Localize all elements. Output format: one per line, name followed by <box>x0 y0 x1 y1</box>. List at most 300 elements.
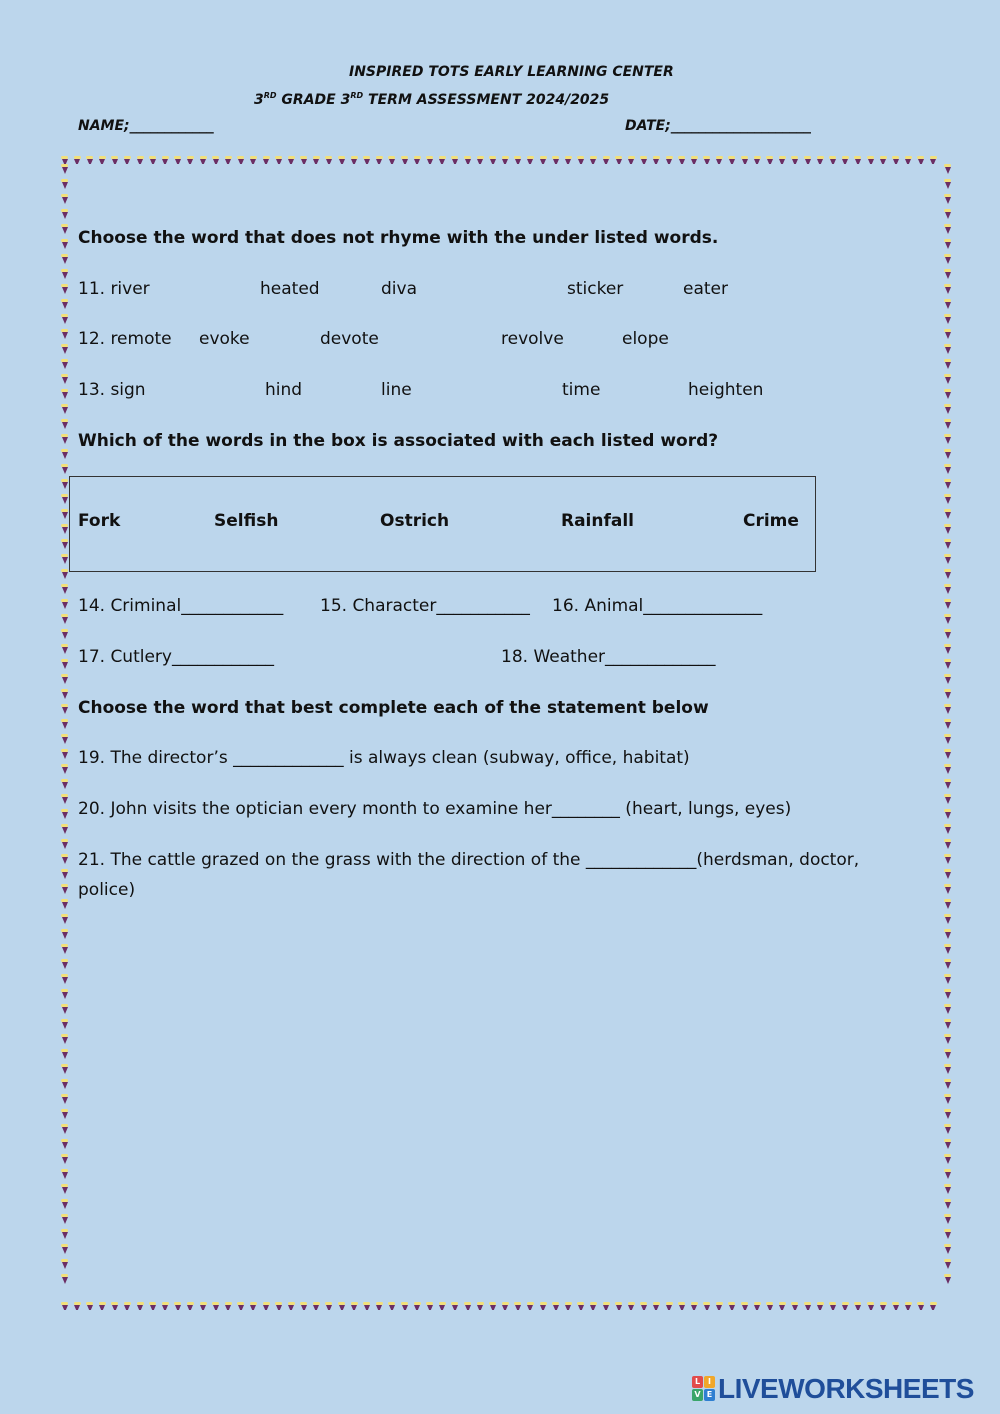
cone-border-icon <box>61 1079 68 1090</box>
cone-border-icon <box>61 156 68 164</box>
cone-border-icon <box>187 156 194 164</box>
cone-border-icon <box>944 1049 951 1060</box>
cone-border-icon <box>300 1302 307 1310</box>
cone-border-icon <box>880 156 887 164</box>
cone-border-icon <box>137 1302 144 1310</box>
cone-border-icon <box>61 869 68 880</box>
cone-border-icon <box>61 644 68 655</box>
cone-border-icon <box>200 1302 207 1310</box>
cone-border-icon <box>944 1169 951 1180</box>
cone-border-icon <box>944 344 951 355</box>
cone-border-icon <box>754 156 761 164</box>
cone-border-icon <box>691 156 698 164</box>
cone-border-icon <box>439 156 446 164</box>
cone-border-icon <box>779 1302 786 1310</box>
cone-border-icon <box>930 156 937 164</box>
cone-border-icon <box>61 734 68 745</box>
cone-border-icon <box>628 156 635 164</box>
q13-option[interactable]: time <box>562 380 601 400</box>
cone-border-icon <box>174 1302 181 1310</box>
cone-border-icon <box>766 1302 773 1310</box>
cone-border-icon <box>944 614 951 625</box>
cone-border-icon <box>754 1302 761 1310</box>
cone-border-icon <box>944 434 951 445</box>
cone-border-icon <box>477 156 484 164</box>
cone-border-icon <box>61 929 68 940</box>
cone-border-icon <box>61 239 68 250</box>
liveworksheets-logo <box>692 1374 974 1404</box>
cone-border-icon <box>842 156 849 164</box>
cone-border-icon <box>74 1302 81 1310</box>
cone-border-icon <box>237 156 244 164</box>
cone-border-icon <box>388 1302 395 1310</box>
cone-border-icon <box>944 1094 951 1105</box>
cone-border-icon <box>944 554 951 565</box>
cone-border-icon <box>61 1244 68 1255</box>
cone-border-icon <box>200 156 207 164</box>
cone-border-icon <box>741 156 748 164</box>
cone-border-icon <box>944 914 951 925</box>
q11-option[interactable]: eater <box>683 279 728 299</box>
cone-border-icon <box>477 1302 484 1310</box>
date-field[interactable]: DATE;____________________ <box>625 118 811 134</box>
bottom-cone-border <box>61 1298 951 1310</box>
cone-border-icon <box>917 1302 924 1310</box>
cone-border-icon <box>944 509 951 520</box>
cone-border-icon <box>917 156 924 164</box>
q20-sentence[interactable]: 20. John visits the optician every month to examine her________ (heart, lungs, eyes) <box>78 799 792 819</box>
cone-border-icon <box>944 599 951 610</box>
cone-border-icon <box>61 629 68 640</box>
cone-border-icon <box>61 839 68 850</box>
cone-border-icon <box>867 156 874 164</box>
cone-border-icon <box>728 1302 735 1310</box>
cone-border-icon <box>703 1302 710 1310</box>
q18-blank[interactable]: 18. Weather_____________ <box>501 647 716 667</box>
cone-border-icon <box>944 1079 951 1090</box>
cone-border-icon <box>61 314 68 325</box>
cone-border-icon <box>401 1302 408 1310</box>
cone-border-icon <box>61 959 68 970</box>
cone-border-icon <box>577 156 584 164</box>
cone-border-icon <box>741 1302 748 1310</box>
cone-border-icon <box>944 374 951 385</box>
cone-border-icon <box>653 1302 660 1310</box>
cone-border-icon <box>944 419 951 430</box>
cone-border-icon <box>61 509 68 520</box>
liveworksheets-logo-icon: L I V E <box>692 1376 716 1402</box>
cone-border-icon <box>225 1302 232 1310</box>
q12-option[interactable]: devote <box>320 329 379 349</box>
cone-border-icon <box>61 779 68 790</box>
q13-label: 13. sign <box>78 380 146 400</box>
cone-border-icon <box>944 689 951 700</box>
cone-border-icon <box>61 254 68 265</box>
cone-border-icon <box>502 156 509 164</box>
cone-border-icon <box>944 779 951 790</box>
cone-border-icon <box>439 1302 446 1310</box>
name-field[interactable]: NAME;____________ <box>78 118 214 134</box>
cone-border-icon <box>944 164 951 175</box>
q16-blank[interactable]: 16. Animal______________ <box>552 596 763 616</box>
cone-border-icon <box>565 156 572 164</box>
cone-border-icon <box>61 749 68 760</box>
cone-border-icon <box>61 344 68 355</box>
cone-border-icon <box>514 156 521 164</box>
cone-border-icon <box>61 449 68 460</box>
cone-border-icon <box>565 1302 572 1310</box>
cone-border-icon <box>944 1244 951 1255</box>
cone-border-icon <box>854 156 861 164</box>
cone-border-icon <box>61 419 68 430</box>
q15-blank[interactable]: 15. Character___________ <box>320 596 530 616</box>
cone-border-icon <box>61 479 68 490</box>
cone-border-icon <box>363 1302 370 1310</box>
cone-border-icon <box>61 974 68 985</box>
q12-option[interactable]: elope <box>622 329 669 349</box>
cone-border-icon <box>892 1302 899 1310</box>
cone-border-icon <box>944 704 951 715</box>
cone-border-icon <box>944 269 951 280</box>
cone-border-icon <box>61 404 68 415</box>
cone-border-icon <box>464 156 471 164</box>
cone-border-icon <box>225 156 232 164</box>
cone-border-icon <box>944 1154 951 1165</box>
left-cone-border <box>61 164 73 1298</box>
cone-border-icon <box>804 1302 811 1310</box>
cone-border-icon <box>603 156 610 164</box>
cone-border-icon <box>817 156 824 164</box>
box-word: Fork <box>78 511 121 531</box>
cone-border-icon <box>842 1302 849 1310</box>
cone-border-icon <box>61 569 68 580</box>
cone-border-icon <box>263 1302 270 1310</box>
cone-border-icon <box>61 1004 68 1015</box>
cone-border-icon <box>944 1274 951 1285</box>
cone-border-icon <box>137 156 144 164</box>
cone-border-icon <box>61 1259 68 1270</box>
cone-border-icon <box>414 1302 421 1310</box>
right-cone-border <box>944 164 956 1298</box>
cone-border-icon <box>212 156 219 164</box>
cone-border-icon <box>61 914 68 925</box>
cone-border-icon <box>149 1302 156 1310</box>
cone-border-icon <box>514 1302 521 1310</box>
cone-border-icon <box>363 156 370 164</box>
cone-border-icon <box>313 1302 320 1310</box>
cone-border-icon <box>791 1302 798 1310</box>
cone-border-icon <box>944 659 951 670</box>
cone-border-icon <box>61 854 68 865</box>
cone-border-icon <box>678 1302 685 1310</box>
cone-border-icon <box>61 1049 68 1060</box>
cone-border-icon <box>944 464 951 475</box>
cone-border-icon <box>99 1302 106 1310</box>
cone-border-icon <box>829 156 836 164</box>
cone-border-icon <box>338 156 345 164</box>
cone-border-icon <box>61 809 68 820</box>
cone-border-icon <box>61 194 68 205</box>
cone-border-icon <box>124 1302 131 1310</box>
cone-border-icon <box>61 674 68 685</box>
cone-border-icon <box>61 374 68 385</box>
cone-border-icon <box>61 719 68 730</box>
cone-border-icon <box>779 156 786 164</box>
top-cone-border <box>61 152 951 164</box>
cone-border-icon <box>61 764 68 775</box>
cone-border-icon <box>61 944 68 955</box>
cone-border-icon <box>61 1034 68 1045</box>
cone-border-icon <box>61 1184 68 1195</box>
cone-border-icon <box>61 1094 68 1105</box>
cone-border-icon <box>804 156 811 164</box>
cone-border-icon <box>944 719 951 730</box>
cone-border-icon <box>61 494 68 505</box>
q11-option[interactable]: heated <box>260 279 320 299</box>
cone-border-icon <box>61 179 68 190</box>
cone-border-icon <box>728 156 735 164</box>
cone-border-icon <box>61 824 68 835</box>
cone-border-icon <box>61 164 68 175</box>
q12-option[interactable]: revolve <box>501 329 564 349</box>
cone-border-icon <box>124 156 131 164</box>
cone-border-icon <box>944 1199 951 1210</box>
cone-border-icon <box>944 644 951 655</box>
cone-border-icon <box>892 156 899 164</box>
cone-border-icon <box>325 156 332 164</box>
cone-border-icon <box>61 209 68 220</box>
cone-border-icon <box>111 1302 118 1310</box>
cone-border-icon <box>187 1302 194 1310</box>
cone-border-icon <box>867 1302 874 1310</box>
cone-border-icon <box>944 314 951 325</box>
cone-border-icon <box>944 959 951 970</box>
cone-border-icon <box>61 1229 68 1240</box>
cone-border-icon <box>944 584 951 595</box>
cone-border-icon <box>905 156 912 164</box>
cone-border-icon <box>61 989 68 1000</box>
cone-border-icon <box>61 329 68 340</box>
cone-border-icon <box>540 1302 547 1310</box>
cone-border-icon <box>944 629 951 640</box>
rhyme-instruction: Choose the word that does not rhyme with the under listed words. <box>78 228 719 248</box>
cone-border-icon <box>944 209 951 220</box>
cone-border-icon <box>944 359 951 370</box>
cone-border-icon <box>61 704 68 715</box>
cone-border-icon <box>944 299 951 310</box>
cone-border-icon <box>603 1302 610 1310</box>
cone-border-icon <box>275 156 282 164</box>
cone-border-icon <box>944 179 951 190</box>
cone-border-icon <box>414 156 421 164</box>
cone-border-icon <box>61 884 68 895</box>
cone-border-icon <box>99 156 106 164</box>
box-word: Crime <box>743 511 799 531</box>
cone-border-icon <box>640 1302 647 1310</box>
cone-border-icon <box>944 899 951 910</box>
cone-border-icon <box>61 1214 68 1225</box>
q13-option[interactable]: heighten <box>688 380 764 400</box>
cone-border-icon <box>111 156 118 164</box>
cone-border-icon <box>944 194 951 205</box>
box-word: Selfish <box>214 511 279 531</box>
cone-border-icon <box>401 156 408 164</box>
cone-border-icon <box>678 156 685 164</box>
cone-border-icon <box>944 284 951 295</box>
cone-border-icon <box>791 156 798 164</box>
cone-border-icon <box>944 224 951 235</box>
cone-border-icon <box>351 156 358 164</box>
cone-border-icon <box>880 1302 887 1310</box>
cone-border-icon <box>61 1302 68 1310</box>
cone-border-icon <box>376 1302 383 1310</box>
cone-border-icon <box>944 1214 951 1225</box>
cone-border-icon <box>944 1124 951 1135</box>
q12-option[interactable]: evoke <box>199 329 250 349</box>
q11-label: 11. river <box>78 279 150 299</box>
cone-border-icon <box>527 1302 534 1310</box>
cone-border-icon <box>944 989 951 1000</box>
cone-border-icon <box>300 156 307 164</box>
q14-blank[interactable]: 14. Criminal____________ <box>78 596 284 616</box>
cone-border-icon <box>944 884 951 895</box>
cone-border-icon <box>944 809 951 820</box>
cone-border-icon <box>590 156 597 164</box>
q19-sentence[interactable]: 19. The director’s _____________ is always clean (subway, office, habitat) <box>78 748 690 768</box>
cone-border-icon <box>502 1302 509 1310</box>
cone-border-icon <box>162 1302 169 1310</box>
cone-border-icon <box>250 156 257 164</box>
box-word: Rainfall <box>561 511 635 531</box>
cone-border-icon <box>944 869 951 880</box>
cone-border-icon <box>388 156 395 164</box>
cone-border-icon <box>426 1302 433 1310</box>
cone-border-icon <box>944 1184 951 1195</box>
box-word: Ostrich <box>380 511 450 531</box>
cone-border-icon <box>61 1154 68 1165</box>
cone-border-icon <box>944 1064 951 1075</box>
cone-border-icon <box>61 689 68 700</box>
cone-border-icon <box>944 1034 951 1045</box>
cone-border-icon <box>944 1019 951 1030</box>
cone-border-icon <box>61 599 68 610</box>
cone-border-icon <box>313 156 320 164</box>
cone-border-icon <box>61 614 68 625</box>
cone-border-icon <box>905 1302 912 1310</box>
q11-option[interactable]: sticker <box>567 279 624 299</box>
completion-instruction: Choose the word that best complete each of the statement below <box>78 698 709 718</box>
cone-border-icon <box>716 1302 723 1310</box>
cone-border-icon <box>944 839 951 850</box>
cone-border-icon <box>61 524 68 535</box>
cone-border-icon <box>489 1302 496 1310</box>
cone-border-icon <box>666 156 673 164</box>
association-instruction: Which of the words in the box is associated with each listed word? <box>78 431 719 451</box>
cone-border-icon <box>288 1302 295 1310</box>
cone-border-icon <box>817 1302 824 1310</box>
cone-border-icon <box>552 1302 559 1310</box>
cone-border-icon <box>61 584 68 595</box>
cone-border-icon <box>61 269 68 280</box>
cone-border-icon <box>944 404 951 415</box>
cone-border-icon <box>944 524 951 535</box>
cone-border-icon <box>944 539 951 550</box>
cone-border-icon <box>149 156 156 164</box>
cone-border-icon <box>61 1199 68 1210</box>
cone-border-icon <box>944 749 951 760</box>
cone-border-icon <box>61 464 68 475</box>
cone-border-icon <box>174 156 181 164</box>
cone-border-icon <box>666 1302 673 1310</box>
cone-border-icon <box>237 1302 244 1310</box>
q11-option[interactable]: diva <box>381 279 417 299</box>
assessment-title: 3RD GRADE 3RD TERM ASSESSMENT 2024/2025 <box>254 91 610 108</box>
q17-blank[interactable]: 17. Cutlery____________ <box>78 647 274 667</box>
cone-border-icon <box>162 156 169 164</box>
cone-border-icon <box>552 156 559 164</box>
cone-border-icon <box>944 764 951 775</box>
cone-border-icon <box>464 1302 471 1310</box>
cone-border-icon <box>86 1302 93 1310</box>
cone-border-icon <box>944 824 951 835</box>
school-name: INSPIRED TOTS EARLY LEARNING CENTER <box>349 64 674 80</box>
cone-border-icon <box>640 156 647 164</box>
cone-border-icon <box>61 554 68 565</box>
cone-border-icon <box>451 156 458 164</box>
cone-border-icon <box>61 539 68 550</box>
cone-border-icon <box>61 389 68 400</box>
cone-border-icon <box>944 449 951 460</box>
cone-border-icon <box>61 1139 68 1150</box>
cone-border-icon <box>426 156 433 164</box>
cone-border-icon <box>944 1139 951 1150</box>
cone-border-icon <box>944 254 951 265</box>
cone-border-icon <box>263 156 270 164</box>
cone-border-icon <box>944 239 951 250</box>
cone-border-icon <box>61 1019 68 1030</box>
cone-border-icon <box>376 156 383 164</box>
cone-border-icon <box>288 156 295 164</box>
cone-border-icon <box>691 1302 698 1310</box>
cone-border-icon <box>577 1302 584 1310</box>
cone-border-icon <box>615 156 622 164</box>
cone-border-icon <box>61 224 68 235</box>
cone-border-icon <box>325 1302 332 1310</box>
cone-border-icon <box>944 494 951 505</box>
cone-border-icon <box>489 156 496 164</box>
cone-border-icon <box>61 899 68 910</box>
cone-border-icon <box>944 734 951 745</box>
cone-border-icon <box>944 929 951 940</box>
cone-border-icon <box>61 359 68 370</box>
cone-border-icon <box>944 479 951 490</box>
cone-border-icon <box>451 1302 458 1310</box>
cone-border-icon <box>61 1064 68 1075</box>
cone-border-icon <box>275 1302 282 1310</box>
cone-border-icon <box>944 1004 951 1015</box>
cone-border-icon <box>590 1302 597 1310</box>
cone-border-icon <box>944 974 951 985</box>
cone-border-icon <box>944 854 951 865</box>
cone-border-icon <box>944 1109 951 1120</box>
q13-option[interactable]: line <box>381 380 412 400</box>
q13-option[interactable]: hind <box>265 380 303 400</box>
brand-name: LIVEWORKSHEETS <box>718 1373 974 1404</box>
cone-border-icon <box>61 1169 68 1180</box>
cone-border-icon <box>766 156 773 164</box>
cone-border-icon <box>61 1124 68 1135</box>
q21-sentence[interactable]: 21. The cattle grazed on the grass with the direction of the _____________(herdsman, doctor, <box>78 850 860 870</box>
